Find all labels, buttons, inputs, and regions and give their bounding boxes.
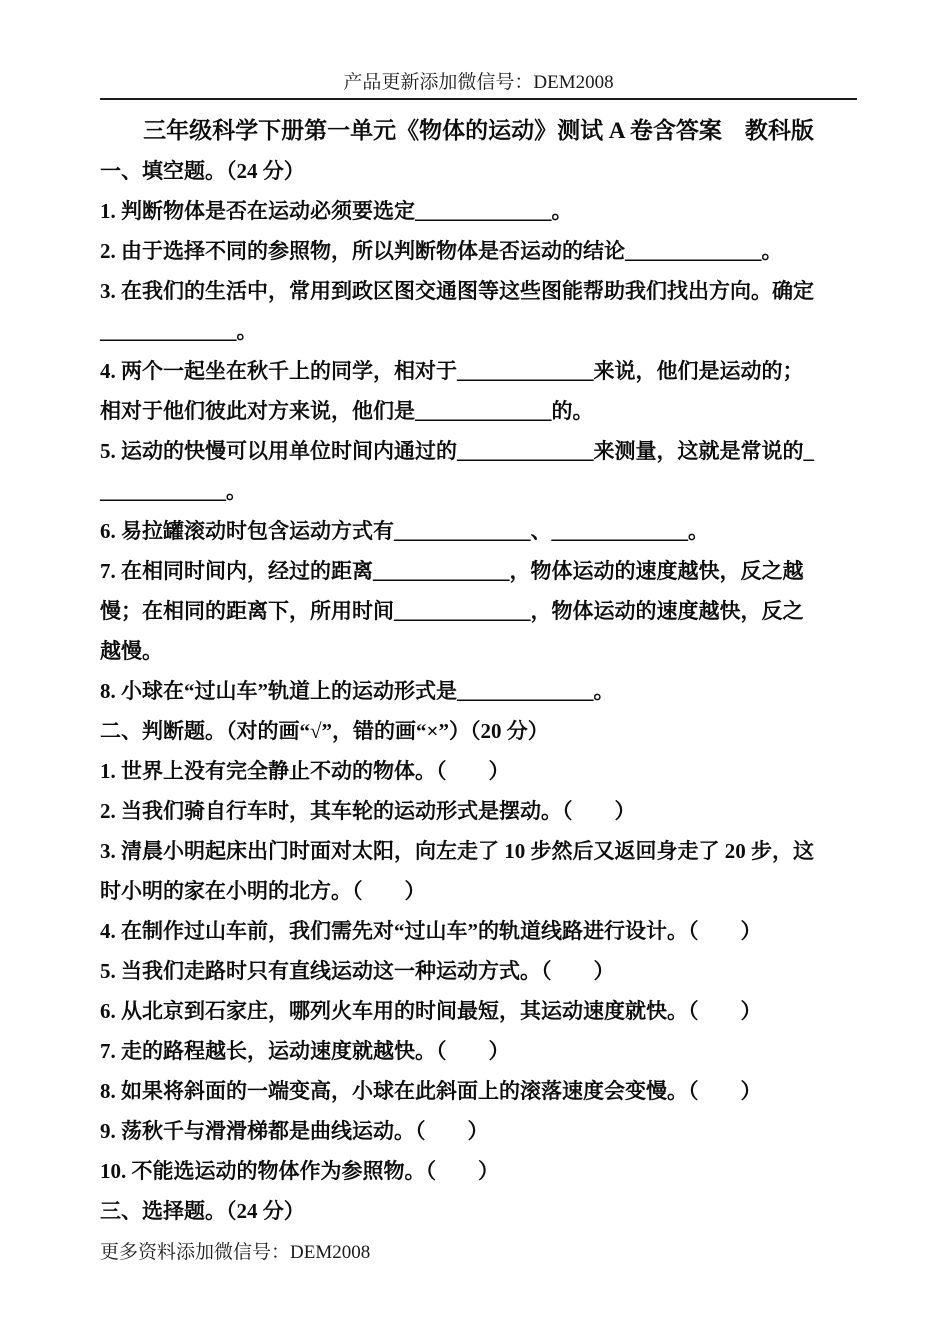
text-line: 3. 清晨小明起床出门时面对太阳，向左走了 10 步然后又返回身走了 20 步，这: [100, 839, 814, 863]
text-line: ____________。: [100, 479, 247, 503]
text-line: 4. 两个一起坐在秋千上的同学，相对于_____________来说，他们是运动的；: [100, 359, 804, 383]
page-header: [100, 0, 857, 100]
text-line: 一、填空题。（24 分）: [100, 159, 305, 183]
text-line: 8. 如果将斜面的一端变高，小球在此斜面上的滚落速度会变慢。（ ）: [100, 1079, 762, 1103]
text-line: 2. 由于选择不同的参照物，所以判断物体是否运动的结论_____________。: [100, 239, 783, 263]
text-line: 二、判断题。（对的画“√”，错的画“×”）（20 分）: [100, 719, 549, 743]
text-line: 越慢。: [100, 639, 163, 663]
text-line: 1. 世界上没有完全静止不动的物体。（ ）: [100, 759, 510, 783]
text-line: 时小明的家在小明的北方。（ ）: [100, 879, 426, 903]
text-line: 5. 运动的快慢可以用单位时间内通过的_____________来测量，这就是常说的_: [100, 439, 814, 463]
text-line: 7. 在相同时间内，经过的距离_____________，物体运动的速度越快，反之越: [100, 559, 804, 583]
text-line: 10. 不能选运动的物体作为参照物。（ ）: [100, 1159, 499, 1183]
header-divider: [100, 98, 857, 100]
text-line: 4. 在制作过山车前，我们需先对“过山车”的轨道线路进行设计。（ ）: [100, 919, 762, 943]
paper-title: 三年级科学下册第一单元《物体的运动》测试 A 卷含答案 教科版: [143, 118, 814, 143]
text-line: 1. 判断物体是否在运动必须要选定_____________。: [100, 199, 573, 223]
text-line: 9. 荡秋千与滑滑梯都是曲线运动。（ ）: [100, 1119, 489, 1143]
text-line: 8. 小球在“过山车”轨道上的运动形式是_____________。: [100, 679, 615, 703]
text-line: 7. 走的路程越长，运动速度就越快。（ ）: [100, 1039, 510, 1063]
text-line: 2. 当我们骑自行车时，其车轮的运动形式是摆动。（ ）: [100, 799, 636, 823]
text-line: 3. 在我们的生活中，常用到政区图交通图等这些图能帮助我们找出方向。确定: [100, 279, 814, 303]
text-line: 相对于他们彼此对方来说，他们是_____________的。: [100, 399, 594, 423]
footer-note: 更多资料添加微信号：DEM2008: [100, 1242, 371, 1263]
text-line: 6. 从北京到石家庄，哪列火车用的时间最短，其运动速度就快。（ ）: [100, 999, 762, 1023]
text-line: 慢；在相同的距离下，所用时间_____________，物体运动的速度越快，反之: [100, 599, 804, 623]
text-line: 5. 当我们走路时只有直线运动这一种运动方式。（ ）: [100, 959, 615, 983]
header-note: 产品更新添加微信号：DEM2008: [343, 72, 614, 93]
text-line: 6. 易拉罐滚动时包含运动方式有_____________、_____________。: [100, 519, 709, 543]
text-line: 三、选择题。（24 分）: [100, 1199, 305, 1223]
paper-content: [100, 111, 857, 1231]
paper-body-lines: [100, 151, 857, 1231]
page-footer: [100, 1241, 857, 1264]
text-line: _____________。: [100, 319, 258, 343]
